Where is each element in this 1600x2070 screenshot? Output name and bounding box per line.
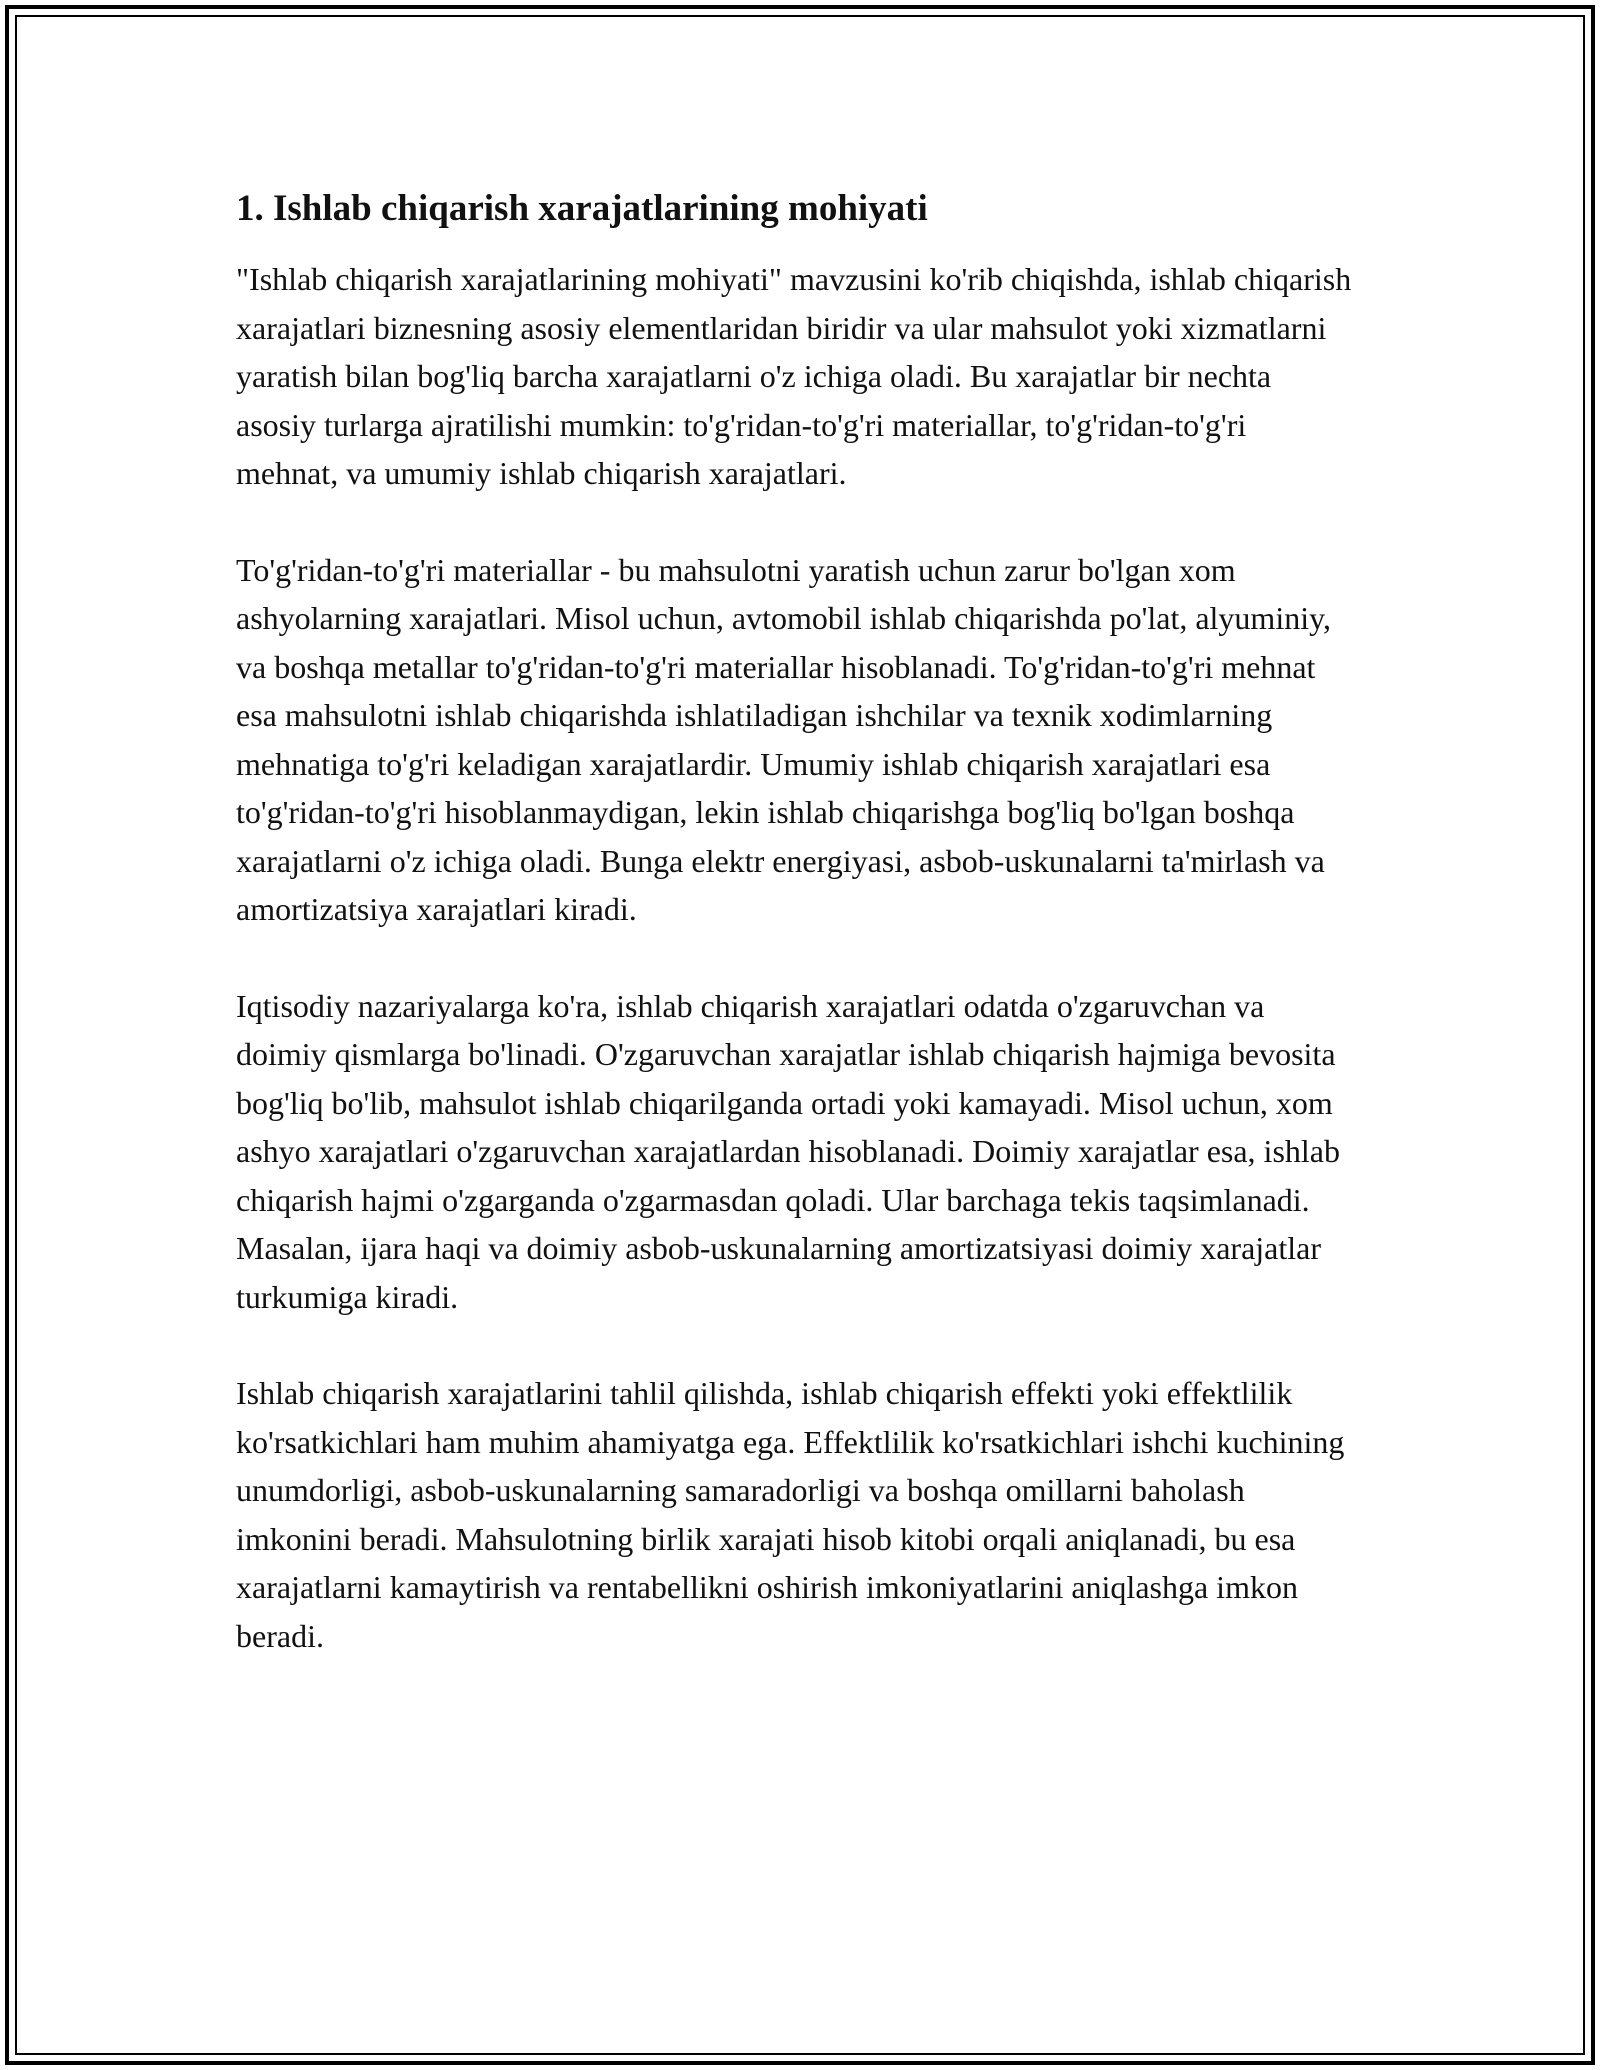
paragraph-3: Iqtisodiy nazariyalarga ko'ra, ishlab chiqarish xarajatlari odatda o'zgaruvchan va doimiy qismlarga bo'linadi. O'zgaruvchan xarajatlar ishlab chiqarish hajmiga bevosita bog'liq bo'lib, mahsulot ishlab chiqarilganda ortadi yoki kamayadi. Misol uchun, xom ashyo xarajatlari o'zgaruvchan xarajatlardan hisoblanadi. Doimiy xarajatlar esa, ishlab chiqarish hajmi o'zgarganda o'zgarmasdan qoladi. Ular barchaga tekis taqsimlanadi. Masalan, ijara haqi va doimiy asbob-uskunalarning amortizatsiyasi doimiy xarajatlar turkumiga kiradi. xyxy=(236,987,1340,1315)
document-body xyxy=(236,185,1356,1708)
section-heading: 1. Ishlab chiqarish xarajatlarining mohiyati xyxy=(236,188,928,229)
paragraph-1: "Ishlab chiqarish xarajatlarining mohiyati" mavzusini ko'rib chiqishda, ishlab chiqarish xarajatlari biznesning asosiy elementlaridan biridir va ular mahsulot yoki xizmatlarni yaratish bilan bog'liq barcha xarajatlarni o'z ichiga oladi. Bu xarajatlar bir nechta asosiy turlarga ajratilishi mumkin: to'g'ridan-to'g'ri materiallar, to'g'ridan-to'g'ri mehnat, va umumiy ishlab chiqarish xarajatlari. xyxy=(236,261,1352,492)
paragraph-2: To'g'ridan-to'g'ri materiallar - bu mahsulotni yaratish uchun zarur bo'lgan xom ashyolarning xarajatlari. Misol uchun, avtomobil ishlab chiqarishda po'lat, alyuminiy, va boshqa metallar to'g'ridan-to'g'ri materiallar hisoblanadi. To'g'ridan-to'g'ri mehnat esa mahsulotni ishlab chiqarishda ishlatiladigan ishchilar va texnik xodimlarning mehnatiga to'g'ri keladigan xarajatlardir. Umumiy ishlab chiqarish xarajatlari esa to'g'ridan-to'g'ri hisoblanmaydigan, lekin ishlab chiqarishga bog'liq bo'lgan boshqa xarajatlarni o'z ichiga oladi. Bunga elektr energiyasi, asbob-uskunalarni ta'mirlash va amortizatsiya xarajatlari kiradi. xyxy=(236,551,1332,928)
paragraph-4: Ishlab chiqarish xarajatlarini tahlil qilishda, ishlab chiqarish effekti yoki effektlilik ko'rsatkichlari ham muhim ahamiyatga ega. Effektlilik ko'rsatkichlari ishchi kuchining unumdorligi, asbob-uskunalarning samaradorligi va boshqa omillarni baholash imkonini beradi. Mahsulotning birlik xarajati hisob kitobi orqali aniqlanadi, bu esa xarajatlarni kamaytirish va rentabellikni oshirish imkoniyatlarini aniqlashga imkon beradi. xyxy=(236,1375,1345,1654)
